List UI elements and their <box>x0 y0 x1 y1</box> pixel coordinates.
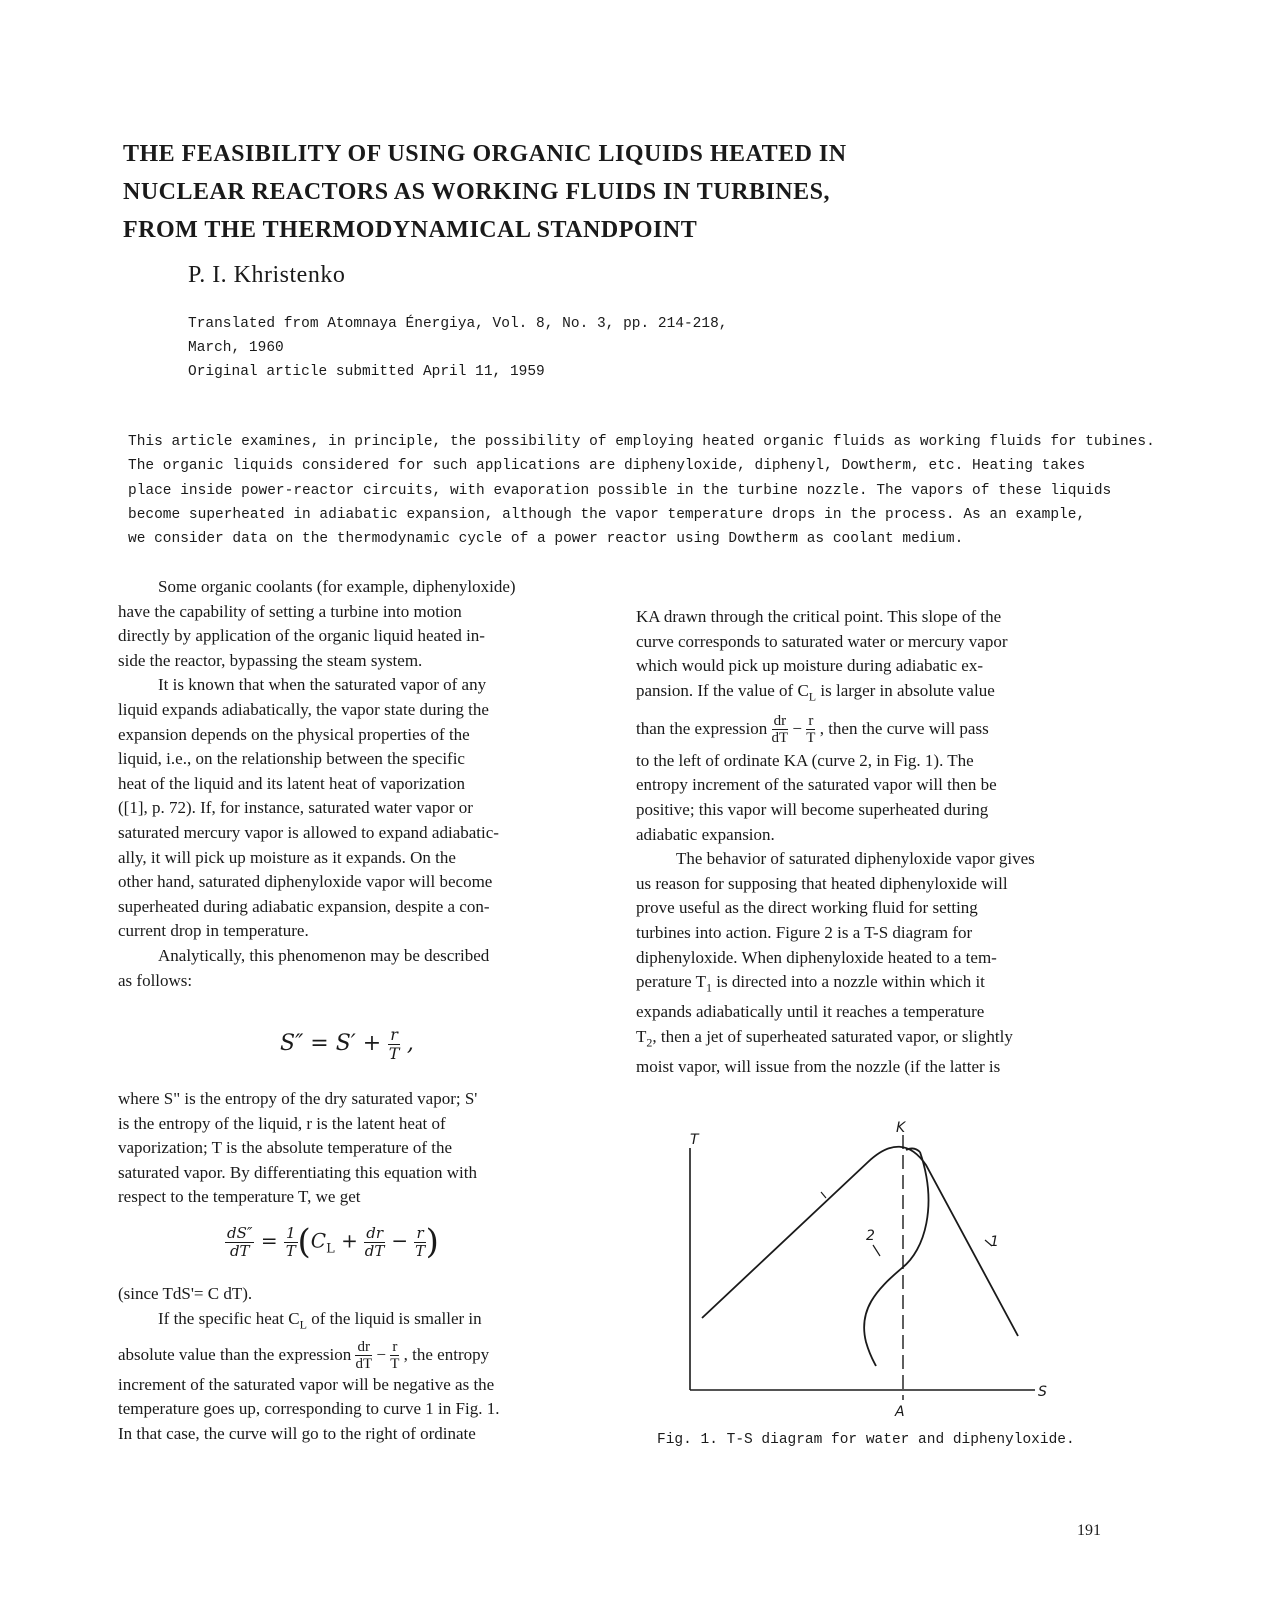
abstract-line: become superheated in adiabatic expansion, although the vapor temperature drops in the process. As an example, <box>128 506 1086 523</box>
article-title <box>123 135 1023 249</box>
subscript: L <box>808 689 817 704</box>
text-line: The behavior of saturated diphenyloxide vapor gives <box>676 849 1035 869</box>
frac-num: dr <box>772 713 789 731</box>
inline-fraction <box>355 1339 372 1373</box>
text-span: of the liquid is smaller in <box>306 1308 482 1328</box>
text-line: current drop in temperature. <box>118 921 309 941</box>
text-line: saturated mercury vapor is allowed to expand adiabatic- <box>118 822 499 842</box>
text-line: Some organic coolants (for example, diphenyloxide) <box>158 577 516 596</box>
subscript: 2 <box>646 1035 653 1050</box>
text-line: us reason for supposing that heated diphenyloxide will <box>636 873 1008 893</box>
text-line: heat of the liquid and its latent heat of vaporization <box>118 773 465 793</box>
eq1-fraction <box>388 1026 400 1062</box>
text-line: have the capability of setting a turbine into motion <box>118 601 462 621</box>
eq2-plus: + <box>334 1228 365 1253</box>
curve-2-leader <box>873 1245 880 1256</box>
text-line: vaporization; T is the absolute temperature of the <box>118 1138 453 1158</box>
text-line: superheated during adiabatic expansion, despite a con- <box>118 896 490 916</box>
frac-num: dr <box>355 1339 372 1357</box>
text-line: which would pick up moisture during adiabatic ex- <box>636 656 983 676</box>
text-line: to the left of ordinate KA (curve 2, in Fig. 1). The <box>636 750 974 770</box>
text-span: pansion. If the value of C <box>636 680 809 700</box>
frac-den: dT <box>771 730 789 747</box>
figure-caption: Fig. 1. T-S diagram for water and diphenyloxide. <box>657 1432 1075 1448</box>
text-line: turbines into action. Figure 2 is a T-S diagram for <box>636 922 973 942</box>
frac-num: r <box>806 713 815 731</box>
eq1-num: r <box>390 1025 398 1044</box>
text-span: − <box>372 1344 391 1364</box>
text-line: liquid, i.e., on the relationship between the specific <box>118 749 465 769</box>
text-span: is directed into a nozzle within which it <box>712 972 985 992</box>
text-line: expands adiabatically until it reaches a temperature <box>636 1002 985 1022</box>
eq2-c: C <box>310 1228 327 1253</box>
eq2-f4-den: T <box>415 1241 426 1260</box>
text-line: expansion depends on the physical properties of the <box>118 724 470 744</box>
eq2-f1-num: dS″ <box>227 1224 253 1242</box>
text-line <box>118 1307 598 1337</box>
abstract-line: This article examines, in principle, the possibility of employing heated organic fluids as working fluids for tubines. <box>128 434 1155 450</box>
text-span: , then a jet of superheated saturated vapor, or slightly <box>652 1026 1013 1046</box>
left-column-c <box>118 1282 598 1446</box>
saturation-curve-1 <box>702 1147 1018 1336</box>
text-line: adiabatic expansion. <box>636 824 775 844</box>
text-line: is the entropy of the liquid, r is the latent heat of <box>118 1113 446 1133</box>
title-line-1: THE FEASIBILITY OF USING ORGANIC LIQUIDS HEATED IN <box>123 141 847 167</box>
eq2-f3-num: dr <box>366 1224 383 1242</box>
text-line: Analytically, this phenomenon may be described <box>158 945 490 965</box>
title-line-3: FROM THE THERMODYNAMICAL STANDPOINT <box>123 217 698 243</box>
text-span: , the entropy <box>399 1344 490 1364</box>
eq2-f3-den: dT <box>364 1241 385 1260</box>
text-line <box>636 679 1116 709</box>
text-line: temperature goes up, corresponding to curve 1 in Fig. 1. <box>118 1399 500 1419</box>
text-span: , then the curve will pass <box>815 718 989 738</box>
left-column-b <box>118 1087 598 1210</box>
inline-fraction <box>772 713 789 747</box>
ts-diagram <box>680 1110 1060 1420</box>
subscript: 1 <box>706 980 713 995</box>
text-line: directly by application of the organic liquid heated in- <box>118 626 485 646</box>
abstract-line: The organic liquids considered for such applications are diphenyloxide, diphenyl, Dowtherm, etc. Heating takes <box>128 458 1086 475</box>
text-line <box>636 1025 1116 1055</box>
text-line: as follows: <box>118 970 193 990</box>
eq2-open-paren: ( <box>297 1222 311 1262</box>
text-span: − <box>788 718 807 738</box>
text-line: other hand, saturated diphenyloxide vapor will become <box>118 872 493 892</box>
equation-derivative <box>225 1222 439 1262</box>
frac-den: T <box>390 1356 400 1373</box>
frac-den: T <box>806 730 816 747</box>
text-span: If the specific heat C <box>158 1308 300 1328</box>
text-line: where S" is the entropy of the dry saturated vapor; S' <box>118 1089 478 1108</box>
eq2-frac-1t <box>284 1225 298 1259</box>
text-line: ([1], p. 72). If, for instance, saturated water vapor or <box>118 798 473 818</box>
text-line: ally, it will pick up moisture as it expands. On the <box>118 847 456 867</box>
text-line: diphenyloxide. When diphenyloxide heated to a tem- <box>636 947 997 967</box>
eq2-c-sub: L <box>326 1241 335 1257</box>
text-line: KA drawn through the critical point. This slope of the <box>636 607 1002 626</box>
eq2-f2-num: 1 <box>285 1224 296 1242</box>
abstract <box>128 430 1155 551</box>
text-line: liquid expands adiabatically, the vapor state during the <box>118 699 489 719</box>
saturation-curve-2 <box>864 1152 928 1366</box>
text-line: moist vapor, will issue from the nozzle (if the latter is <box>636 1056 1001 1076</box>
eq2-close-paren: ) <box>425 1222 439 1262</box>
eq1-den: T <box>388 1043 400 1063</box>
eq1-tail: , <box>399 1031 414 1057</box>
equation-entropy <box>280 1026 414 1062</box>
text-line: positive; this vapor will become superheated during <box>636 799 989 819</box>
tick-mark <box>821 1192 826 1198</box>
curve-2-label: 2 <box>866 1228 875 1244</box>
eq2-minus: − <box>385 1228 415 1253</box>
text-line: prove useful as the direct working fluid for setting <box>636 898 978 918</box>
text-line: In that case, the curve will go to the right of ordinate <box>118 1423 476 1443</box>
point-k-label: K <box>896 1120 906 1136</box>
meta-line-1: Translated from Atomnaya Énergiya, Vol. 8, No. 3, pp. 214-218, <box>188 316 728 332</box>
text-line: saturated vapor. By differentiating this equation with <box>118 1162 477 1182</box>
right-column <box>636 605 1116 1079</box>
title-line-2: NUCLEAR REACTORS AS WORKING FLUIDS IN TURBINES, <box>123 179 830 205</box>
subscript: L <box>299 1316 307 1331</box>
author-name: P. I. Khristenko <box>188 262 346 288</box>
point-a-label: A <box>895 1404 905 1420</box>
eq2-f1-den: dT <box>229 1241 250 1260</box>
frac-den: dT <box>355 1356 373 1373</box>
text-line <box>636 709 1116 749</box>
eq2-f4-num: r <box>416 1224 424 1242</box>
page-number: 191 <box>1077 1522 1101 1539</box>
publication-info <box>188 312 888 384</box>
eq2-frac-drdt <box>364 1225 385 1259</box>
text-span: perature T <box>636 972 707 992</box>
eq2-f2-den: T <box>285 1241 296 1260</box>
left-column <box>118 575 598 993</box>
text-line: (since TdS'= C dT). <box>118 1284 253 1303</box>
text-line: entropy increment of the saturated vapor will then be <box>636 775 997 795</box>
eq1-lhs: S″ = S′ + <box>280 1031 389 1057</box>
text-line: side the reactor, bypassing the steam system. <box>118 650 423 670</box>
frac-num: r <box>390 1339 399 1357</box>
eq2-frac-rt <box>414 1225 425 1259</box>
text-span: T <box>636 1026 647 1046</box>
text-span: absolute value than the expression <box>118 1344 356 1364</box>
text-span: than the expression <box>636 718 772 738</box>
text-line <box>118 1337 598 1373</box>
text-line: It is known that when the saturated vapor of any <box>158 675 487 695</box>
eq2-equals: = <box>254 1228 284 1253</box>
text-line <box>636 970 1116 1000</box>
abstract-line: place inside power-reactor circuits, with evaporation possible in the turbine nozzle. The vapors of these liquids <box>128 482 1112 499</box>
text-span: is larger in absolute value <box>816 680 995 700</box>
meta-line-2: March, 1960 <box>188 340 284 356</box>
curve-1-label: 1 <box>990 1234 999 1250</box>
text-line: curve corresponds to saturated water or mercury vapor <box>636 631 1008 651</box>
text-line: respect to the temperature T, we get <box>118 1187 361 1207</box>
t-axis-label: T <box>690 1132 699 1148</box>
eq2-frac-ds <box>225 1225 254 1259</box>
abstract-line: we consider data on the thermodynamic cycle of a power reactor using Dowtherm as coolant medium. <box>128 531 964 548</box>
s-axis-label: S <box>1038 1384 1047 1400</box>
meta-line-3: Original article submitted April 11, 1959 <box>188 364 545 380</box>
text-line: increment of the saturated vapor will be negative as the <box>118 1374 495 1394</box>
